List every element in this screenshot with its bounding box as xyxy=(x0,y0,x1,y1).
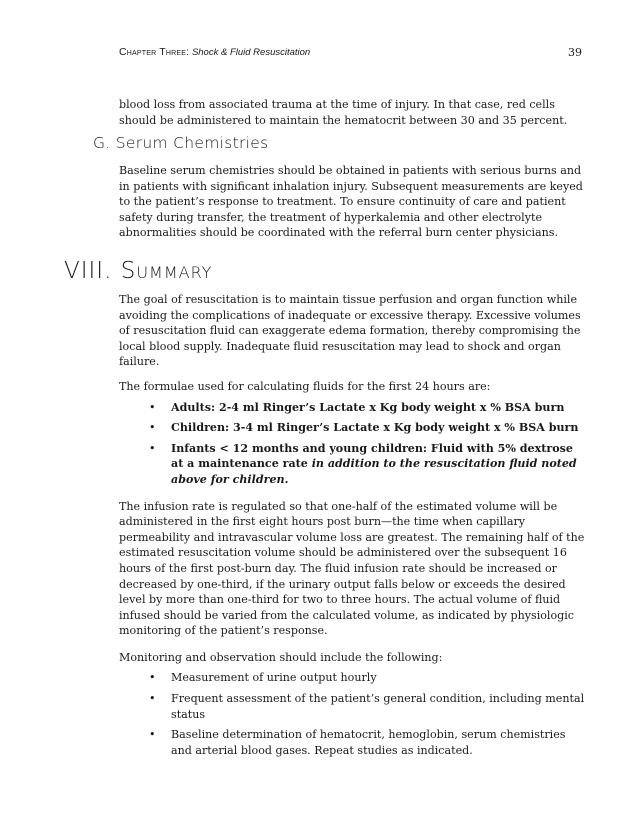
monitoring-item: Frequent assessment of the patient’s general condition, including mental status xyxy=(171,692,585,721)
section-g-block xyxy=(119,163,586,241)
summary-paragraph-3: The infusion rate is regulated so that one-half of the estimated volume will be administered in the first eight hours post burn—the time when capillary permeability and intravascular volume loss are greatest. The remaining half of the estimated resuscitation volume should be administered over the subsequent 16 hours of the first post-burn day. The fluid infusion rate should be increased or decreased by one-third, if the urinary output falls below or exceeds the desired level by more than one-third for two to three hours. The actual volume of fluid infused should be varied from the calculated volume, as indicated by physiologic monitoring of the patient’s response. xyxy=(119,499,585,638)
summary-paragraph-1: The goal of resuscitation is to maintain tissue perfusion and organ function while avoiding the complications of inadequate or excessive therapy. Excessive volumes of resuscitation fluid can exaggerate edema formation, thereby compromising the local blood supply. Inadequate fluid resuscitation may lead to shock and organ failure. xyxy=(119,293,581,369)
section-title: Summary xyxy=(120,258,213,284)
bullet: • xyxy=(149,692,156,706)
formula-adults: Adults: 2-4 ml Ringer’s Lactate x Kg body weight x % BSA burn xyxy=(171,400,565,414)
section-g-heading: G. Serum Chemistries xyxy=(93,134,269,152)
bullet: • xyxy=(149,441,156,455)
list-item xyxy=(149,670,586,686)
list-item xyxy=(149,400,586,416)
summary-paragraph-4: Monitoring and observation should include the following: xyxy=(119,650,443,664)
list-item xyxy=(149,441,586,488)
monitoring-list xyxy=(149,670,586,758)
intro-paragraph: blood loss from associated trauma at the time of injury. In that case, red cells should be administered to maintain the hematocrit between 30 and 35 percent. xyxy=(119,98,568,127)
list-item xyxy=(149,420,586,436)
bullet: • xyxy=(149,421,156,435)
formula-infants-note: in addition to the resuscitation fluid noted above for children. xyxy=(171,457,577,486)
summary-paragraph-2: The formulae used for calculating fluids for the first 24 hours are: xyxy=(119,379,491,393)
formula-infants: Infants < 12 months and young children: Fluid with 5% dextrose at a maintenance rate xyxy=(171,441,573,471)
summary-block xyxy=(119,292,586,758)
list-item xyxy=(149,727,586,758)
monitoring-item: Measurement of urine output hourly xyxy=(171,671,377,685)
chapter-title: Shock & Fluid Resuscitation xyxy=(191,47,311,58)
bullet: • xyxy=(149,728,156,742)
section-viii-heading xyxy=(64,258,212,284)
formulae-list xyxy=(149,400,586,488)
intro-paragraph-block xyxy=(119,97,586,128)
running-header xyxy=(119,46,582,58)
section-numeral: VIII. xyxy=(64,258,113,284)
section-g-paragraph: Baseline serum chemistries should be obtained in patients with serious burns and in patients with significant inhalation injury. Subsequent measurements are keyed to the patient’s response to treatment. To ensure continuity of care and patient safety during transfer, the treatment of hyperkalemia and other electrolyte abnormalities should be coordinated with the referral burn center physicians. xyxy=(119,164,583,240)
formula-children: Children: 3-4 ml Ringer’s Lactate x Kg body weight x % BSA burn xyxy=(171,421,579,435)
monitoring-item: Baseline determination of hematocrit, hemoglobin, serum chemistries and arterial blood gases. Repeat studies as indicated. xyxy=(171,728,566,757)
page-number: 39 xyxy=(568,46,582,59)
list-item xyxy=(149,691,586,722)
bullet: • xyxy=(149,671,156,685)
bullet: • xyxy=(149,400,156,414)
chapter-label: Chapter Three: xyxy=(119,46,190,58)
